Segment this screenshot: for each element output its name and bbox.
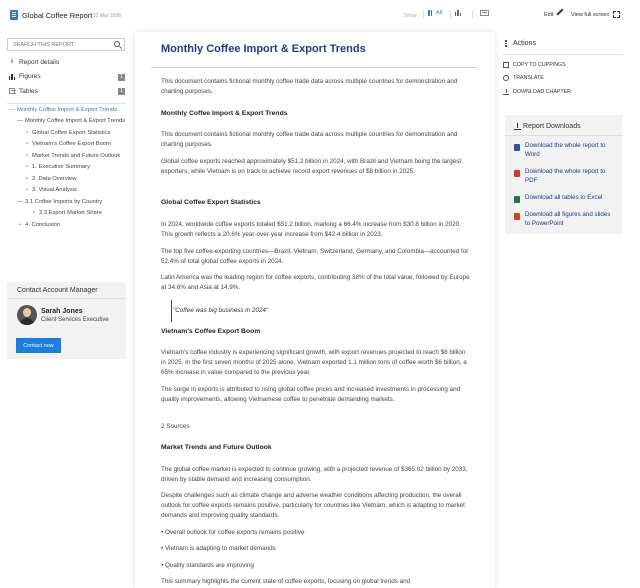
more-options-icon: [505, 40, 507, 48]
toc-item[interactable]: — Monthly Coffee Import & Export Trends: [7, 107, 126, 115]
search-box[interactable]: [7, 38, 125, 51]
copy-to-cuppings-button[interactable]: [513, 61, 566, 69]
toc-item[interactable]: — Monthly Coffee Import & Export Trends: [7, 118, 126, 126]
page-title: Monthly Coffee Import & Export Trends: [161, 43, 366, 55]
word-icon: [514, 144, 520, 151]
report-downloads-title: Report Downloads: [523, 123, 581, 130]
paragraph: This document contains fictional monthly coffee trade data across multiple countries for demonstration and charting purposes.: [161, 131, 458, 148]
search-input[interactable]: [8, 39, 108, 50]
contact-name: Sarah Jones: [41, 308, 83, 315]
app-title: Global Coffee Report: [22, 11, 93, 20]
view-tables-button[interactable]: [480, 10, 489, 18]
table-icon: [9, 88, 15, 94]
pdf-icon: [514, 170, 520, 177]
toc-item[interactable]: • 3.3 Export Market Share: [7, 210, 126, 218]
action-label: TRANSLATE: [513, 75, 544, 81]
contact-now-button[interactable]: Contact now: [16, 338, 61, 353]
download-word-link[interactable]: Download the whole report to Word: [525, 142, 606, 158]
section-heading: Market Trends and Future Outlook: [161, 444, 272, 451]
translate-button[interactable]: [513, 74, 544, 82]
toolbar-divider: [450, 10, 451, 18]
sidebar: [7, 38, 126, 229]
sidebar-item-figures[interactable]: [7, 70, 126, 85]
toolbar-divider: [472, 10, 473, 18]
paragraph: Vietnam's coffee industry is experiencing significant growth, with export revenues projected to reach $8 billion in 2025. In the first seven months of 2025 alone, Vietnam exported 1.1 million tons of coffee worth $6 billion, a 65% increase in value compared to the previous year.: [161, 349, 467, 376]
divider: [7, 298, 126, 299]
actions-title: Actions: [513, 40, 536, 47]
toc-item[interactable]: • 3. Visual Analysis: [7, 187, 126, 195]
paragraph: The surge in exports is attributed to rising global coffee prices and increased investments in processing and quality improvements, allowing Vietnamese coffee to penetrate demanding markets.: [161, 386, 461, 403]
intro-paragraph: This document contains fictional monthly coffee trade data across multiple countries for demonstration and charting purposes.: [161, 78, 458, 95]
powerpoint-icon: [514, 213, 520, 220]
edit-button[interactable]: Edit: [544, 12, 554, 18]
pencil-icon[interactable]: [556, 8, 563, 15]
toolbar-divider: [423, 10, 424, 18]
toc-item[interactable]: — 3.1 Coffee Imports by Country: [7, 199, 126, 207]
view-all-label: All: [436, 10, 443, 16]
bullet-item: • Vietnam is adapting to market demands: [161, 545, 276, 552]
download-powerpoint-link[interactable]: Download all figures and slides to PowerPoint: [525, 211, 611, 227]
bar-chart-icon: [455, 10, 461, 16]
paragraph: This summary highlights the current state of coffee exports, focusing on global trends and: [161, 578, 411, 585]
toc-item[interactable]: • Global Coffee Export Statistics: [7, 130, 126, 138]
action-label: DOWNLOAD CHAPTER: [513, 89, 571, 95]
sidebar-item-label: Tables: [19, 87, 38, 95]
paragraph: Latin America was the leading region for coffee exports, contributing 38% of the total value, followed by Europe at 34.6% and Asia at 14.9%.: [161, 274, 470, 291]
quote-bar: [171, 300, 172, 322]
view-all-button[interactable]: [428, 10, 442, 16]
show-label: Show: [404, 12, 417, 19]
toc-item[interactable]: • 2. Data Overview: [7, 176, 126, 184]
search-icon[interactable]: [114, 41, 120, 47]
paragraph: In 2024, worldwide coffee exports totaled $51.2 billion, marking a 66.4% increase from $30.8 billion in 2020. This growth reflects a 20.6% year-over-year increase from $42.4 billion in 2023.: [161, 221, 461, 238]
text-view-icon: [428, 10, 434, 16]
download-excel-link[interactable]: Download all tables to Excel: [525, 194, 603, 201]
contact-role: Client Services Executive: [41, 317, 109, 323]
table-icon: [480, 10, 489, 16]
info-icon: i: [11, 59, 13, 66]
pull-quote: "Coffee was big business in 2024": [173, 307, 269, 314]
action-label: COPY TO CUPPINGS: [513, 62, 566, 68]
chart-icon: [9, 74, 15, 80]
document-page: [135, 32, 495, 588]
table-of-contents: [7, 103, 126, 230]
sidebar-item-label: Report details: [19, 58, 60, 66]
tables-count-badge: 1: [118, 88, 125, 95]
download-icon: [514, 123, 521, 130]
toc-item[interactable]: • Market Trends and Future Outlook: [7, 153, 126, 161]
sidebar-item-report-details[interactable]: [7, 55, 126, 70]
divider: [503, 54, 623, 55]
report-downloads-panel: [505, 115, 622, 234]
report-logo-icon: [10, 10, 18, 20]
contact-title: Contact Account Manager: [17, 287, 98, 294]
view-charts-button[interactable]: [455, 10, 461, 18]
download-icon: [503, 89, 509, 95]
paragraph: Global coffee exports reached approximately $51.2 billion in 2024, with Brazil and Vietnam being the largest exporters, while Vietnam is on track to achieve record export revenues of $8 billion in 2025.: [161, 158, 462, 175]
download-pdf-link[interactable]: Download the whole report to PDF: [525, 168, 606, 184]
sidebar-item-tables[interactable]: [7, 84, 126, 99]
excel-icon: [514, 196, 520, 203]
bullet-item: • Quality standards are improving: [161, 562, 254, 569]
sources-link[interactable]: 2 Sources: [161, 423, 190, 430]
copy-icon: [503, 62, 509, 68]
toc-item[interactable]: • Vietnam's Coffee Export Boom: [7, 141, 126, 149]
toc-item[interactable]: • 4. Conclusion: [7, 222, 126, 230]
section-heading: Monthly Coffee Import & Export Trends: [161, 110, 288, 117]
fullscreen-icon[interactable]: [613, 11, 620, 18]
section-heading: Vietnam's Coffee Export Boom: [161, 328, 261, 335]
sidebar-item-label: Figures: [19, 73, 41, 81]
avatar: [17, 305, 37, 325]
paragraph: Despite challenges such as climate change and adverse weather conditions affecting production, the overall outlook for coffee exports remains positive, particularly for countries like Vietnam, which is adapting to market demands and improving quality standards.: [161, 492, 465, 519]
view-full-screen-button[interactable]: View full screen: [571, 12, 610, 18]
report-date: 12 Mar 2026: [93, 12, 122, 19]
paragraph: The global coffee market is expected to continue growing, with a projected revenue of $365.02 billion by 2033, driven by stable demand and increasing consumption.: [161, 466, 468, 483]
toc-item[interactable]: • 1. Executive Summary: [7, 164, 126, 172]
divider: [151, 67, 477, 68]
section-heading: Global Coffee Export Statistics: [161, 199, 261, 206]
bullet-item: • Overall outlook for coffee exports remains positive: [161, 529, 305, 536]
globe-icon: [503, 75, 509, 81]
top-bar: [0, 0, 640, 30]
figures-count-badge: 1: [118, 74, 125, 81]
download-chapter-button[interactable]: [513, 88, 571, 96]
paragraph: The top five coffee-exporting countries—Brazil, Vietnam, Switzerland, Germany, and Colombia—accounted for 52.4% of total global coffee exports in 2024.: [161, 248, 469, 265]
divider: [505, 135, 622, 136]
